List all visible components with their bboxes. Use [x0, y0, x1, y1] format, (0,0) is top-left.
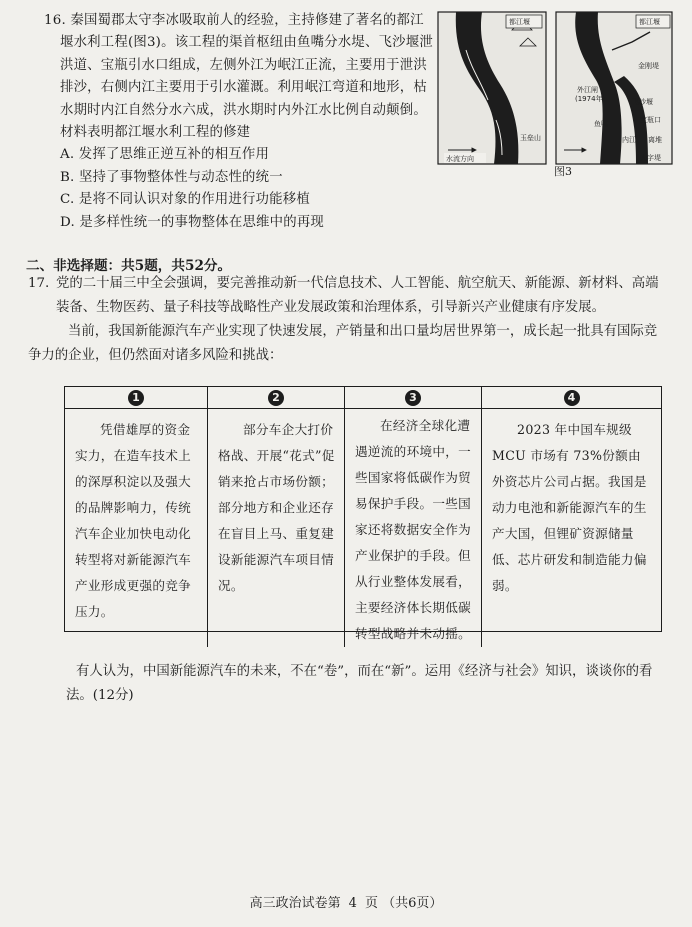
question-17-context: 当前，我国新能源汽车产业实现了快速发展，产销量和出口量均居世界第一，成长起一批具有国际竞争力的企业，但仍然面对诸多风险和挑战：: [28, 324, 658, 363]
right-map-label-year: (1974年): [575, 95, 606, 103]
right-map-label-renzi: 人字堤: [640, 154, 661, 162]
left-map-label-jiang: 都江堰: [509, 18, 530, 26]
table-column-2-text: 部分车企大打价格战、开展“花式”促销来抢占市场份额；部分地方和企业还存在盲目上马、重复建设新能源汽车项目情况。: [218, 422, 335, 593]
page-footer: [0, 892, 692, 911]
right-map-label-title: 都江堰: [639, 18, 660, 26]
right-map-panel: [556, 12, 672, 164]
left-map-label-flow: 水流方向: [446, 155, 474, 163]
option-a: A. 发挥了思维正逆互补的相互作用: [60, 147, 270, 163]
table-column-1: [65, 387, 208, 647]
right-map-label-yuzui: 鱼嘴: [594, 120, 608, 128]
right-map-label-jingang: 金刚堤: [638, 62, 659, 70]
circled-number-3: 3: [405, 390, 421, 406]
figure-caption: 图3: [554, 165, 572, 178]
question-17-number: 17.: [28, 276, 50, 291]
option-b: B. 坚持了事物整体性与动态性的统一: [60, 169, 283, 185]
right-map-label-feisha: 飞沙堰: [632, 98, 653, 106]
table-column-3: [345, 387, 482, 647]
circled-number-1: 1: [128, 390, 144, 406]
footer-right: 页 （共6页）: [364, 896, 443, 911]
question-16: [44, 10, 434, 234]
circled-number-2: 2: [268, 390, 284, 406]
section-heading: 二、非选择题：共5题，共52分。: [26, 258, 232, 274]
option-d: D. 是多样性统一的事物整体在思维中的再现: [60, 214, 325, 230]
right-map-label-outer-gate: 外江闸: [577, 86, 598, 94]
table-column-2: [208, 387, 345, 647]
table-column-1-header: [65, 387, 207, 409]
table-column-3-header: [345, 387, 481, 409]
dujiangyan-map-svg: [436, 10, 674, 168]
right-map-label-lidui: 离堆: [648, 136, 662, 144]
question-17: [28, 272, 668, 368]
table-column-4-header: [482, 387, 661, 409]
question-17-intro: 党的二十届三中全会强调，要完善推动新一代信息技术、人工智能、航空航天、新能源、新材料、高端装备、生物医药、量子科技等战略性产业发展政策和治理体系，引导新兴产业健康有序发展。: [56, 276, 659, 315]
left-map-label-yulei: 玉垒山: [520, 134, 541, 142]
table-column-4: [482, 387, 661, 647]
footer-page-number: 4: [348, 896, 357, 911]
figure-3-maps: [436, 10, 674, 180]
table-column-3-text: 在经济全球化遭遇逆流的环境中，一些国家将低碳作为贸易保护手段。一些国家还将数据安全作为产业保护的手段。但从行业整体发展看，主要经济体长期低碳转型战略并未动摇。: [355, 418, 472, 641]
question-17-prompt: 有人认为，中国新能源汽车的未来，不在“卷”，而在“新”。运用《经济与社会》知识，谈谈你的看法。(12分): [66, 664, 653, 703]
circled-number-4: 4: [564, 390, 580, 406]
question-17-intro-para: [28, 272, 668, 320]
footer-left: 高三政治试卷第: [249, 896, 341, 911]
table-column-2-header: [208, 387, 344, 409]
question-16-stem: 16. 秦国蜀郡太守李冰吸取前人的经验，主持修建了著名的都江堰水利工程(图3)。该工程的渠首枢纽由鱼嘴分水堤、飞沙堰泄洪道、宝瓶引水口组成，左侧外江为岷江正流，主要用于泄洪排沙，右侧内江主要用于引水灌溉。利用岷江弯道和地形，枯水期时内江自然分水六成，洪水期时内外江水比例自动颠倒。材料表明都江堰水利工程的修建: [44, 13, 433, 141]
option-c: C. 是将不同认识对象的作用进行功能移植: [60, 192, 310, 208]
right-map-label-baoping: 宝瓶口: [640, 116, 661, 124]
table-column-4-text: 2023 年中国车规级 MCU 市场有 73%份额由外资芯片公司占据。我国是动力电池和新能源汽车的生产大国，但锂矿资源储量低、芯片研发和制造能力偏弱。: [492, 422, 647, 593]
right-map-label-inner: 内江: [622, 136, 636, 144]
table-column-1-text: 凭借雄厚的资金实力，在造车技术上的深厚积淀以及强大的品牌影响力，传统汽车企业加快电动化转型将对新能源汽车产业形成更强的竞争压力。: [75, 422, 192, 619]
challenges-table: [64, 386, 662, 641]
left-map-panel: [438, 12, 546, 164]
